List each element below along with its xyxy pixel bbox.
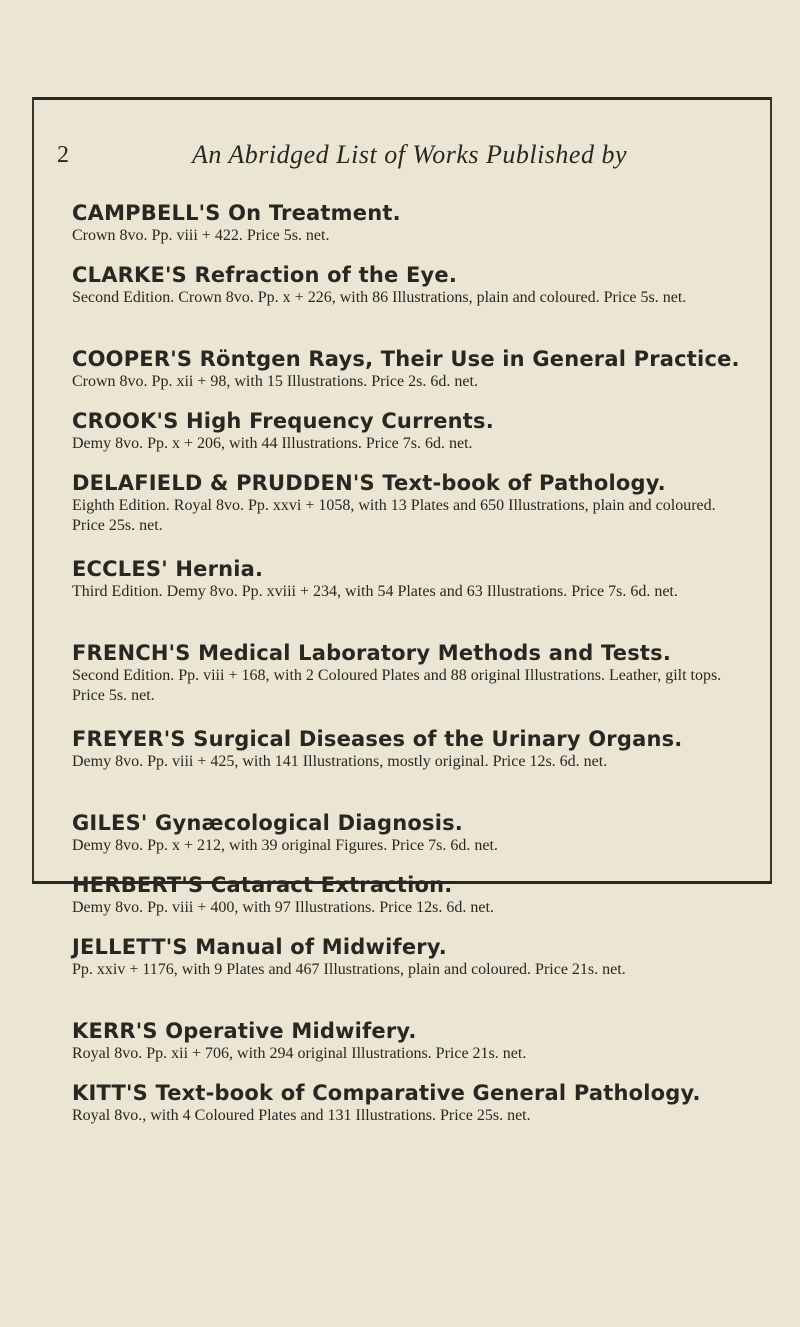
book-details: Second Edition. Pp. viii + 168, with 2 Coloured Plates and 88 original Illustrations. Leather, gilt tops. Price 5s. net. xyxy=(72,667,722,704)
book-entry xyxy=(72,934,752,1018)
running-title: An Abridged List of Works Published by xyxy=(192,140,627,169)
book-details: Demy 8vo. Pp. viii + 400, with 97 Illustrations. Price 12s. 6d. net. xyxy=(72,899,494,916)
book-entry xyxy=(72,556,752,640)
book-details: Pp. xxiv + 1176, with 9 Plates and 467 Illustrations, plain and coloured. Price 21s. net. xyxy=(72,961,626,978)
book-details: Royal 8vo., with 4 Coloured Plates and 131 Illustrations. Price 25s. net. xyxy=(72,1107,531,1124)
book-entry xyxy=(72,262,752,346)
book-title: GILES' Gynæcological Diagnosis. xyxy=(72,811,463,835)
book-entry xyxy=(72,640,752,726)
book-details: Crown 8vo. Pp. viii + 422. Price 5s. net. xyxy=(72,227,330,244)
book-details: Demy 8vo. Pp. x + 206, with 44 Illustrations. Price 7s. 6d. net. xyxy=(72,435,473,452)
book-title: ECCLES' Hernia. xyxy=(72,557,264,581)
book-details: Royal 8vo. Pp. xii + 706, with 294 original Illustrations. Price 21s. net. xyxy=(72,1045,527,1062)
book-details: Third Edition. Demy 8vo. Pp. xviii + 234, with 54 Plates and 63 Illustrations. Price 7s. 6d. net. xyxy=(72,583,678,600)
book-title: COOPER'S Röntgen Rays, Their Use in General Practice. xyxy=(72,347,740,371)
book-details: Second Edition. Crown 8vo. Pp. x + 226, with 86 Illustrations, plain and coloured. Price 5s. net. xyxy=(72,289,687,306)
book-title: FREYER'S Surgical Diseases of the Urinary Organs. xyxy=(72,727,683,751)
book-title: CROOK'S High Frequency Currents. xyxy=(72,409,494,433)
book-entry xyxy=(72,470,752,556)
right-border xyxy=(770,97,772,884)
book-entry xyxy=(72,200,752,262)
book-title: FRENCH'S Medical Laboratory Methods and Tests. xyxy=(72,641,672,665)
book-entry xyxy=(72,872,752,934)
book-entry xyxy=(72,408,752,470)
top-rule xyxy=(32,97,772,100)
book-entry xyxy=(72,346,752,408)
book-title: CLARKE'S Refraction of the Eye. xyxy=(72,263,458,287)
book-entry xyxy=(72,726,752,810)
running-head xyxy=(57,140,757,174)
page-number: 2 xyxy=(57,142,69,168)
book-list xyxy=(72,200,752,1130)
book-title: CAMPBELL'S On Treatment. xyxy=(72,201,401,225)
book-title: DELAFIELD & PRUDDEN'S Text-book of Pathology. xyxy=(72,471,666,495)
left-border xyxy=(32,97,34,884)
book-details: Demy 8vo. Pp. viii + 425, with 141 Illustrations, mostly original. Price 12s. 6d. net. xyxy=(72,753,608,770)
book-entry xyxy=(72,810,752,872)
book-details: Demy 8vo. Pp. x + 212, with 39 original Figures. Price 7s. 6d. net. xyxy=(72,837,498,854)
book-title: KITT'S Text-book of Comparative General Pathology. xyxy=(72,1081,701,1105)
book-title: JELLETT'S Manual of Midwifery. xyxy=(72,935,447,959)
book-entry xyxy=(72,1018,752,1080)
book-title: KERR'S Operative Midwifery. xyxy=(72,1019,417,1043)
book-entry xyxy=(72,1080,752,1130)
book-details: Crown 8vo. Pp. xii + 98, with 15 Illustrations. Price 2s. 6d. net. xyxy=(72,373,478,390)
book-details: Eighth Edition. Royal 8vo. Pp. xxvi + 1058, with 13 Plates and 650 Illustrations, plain and coloured. Price 25s. net. xyxy=(72,497,716,534)
book-title: HERBERT'S Cataract Extraction. xyxy=(72,873,453,897)
